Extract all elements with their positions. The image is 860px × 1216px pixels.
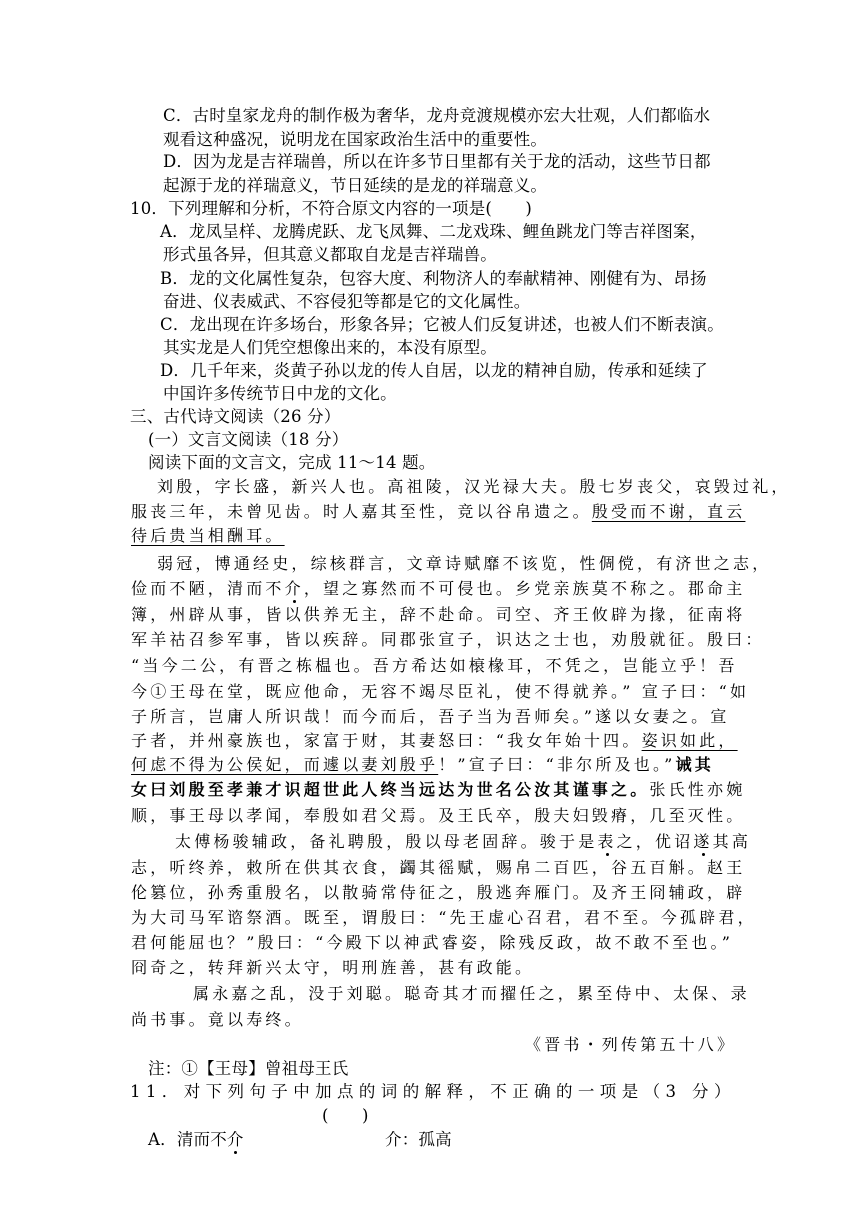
- dotted-word-biao: 表: [597, 832, 617, 851]
- passage-p3-line4: 为大司马军谘祭酒。既至，谓殷曰：“先王虚心召君，君不至。今孤辟君，: [131, 908, 757, 927]
- passage-p2-line5: “当今二公，有晋之栋榅也。吾方希达如榱椽耳，不凭之，岂能立乎！吾: [131, 656, 738, 675]
- passage-p2-line9: 何虑不得为公侯妃，而遽以妻刘殷乎！”宣子曰：“非尔所及也。”诫其: [131, 755, 714, 774]
- q10-option-c-line1: C．龙出现在许多场台，形象各异；它被人们反复讲述，也被人们不断表演。: [160, 315, 724, 334]
- underlined-sentence-1b: 待后贵当相酬耳。: [131, 526, 285, 545]
- dotted-word-jie: 介: [284, 579, 304, 598]
- passage-p3-line6: 冏奇之，转拜新兴太守，明刑旌善，甚有政能。: [131, 958, 535, 977]
- dotted-word-jie-option: 介: [226, 1130, 244, 1149]
- section-3-heading: 三、古代诗文阅读（26 分）: [130, 407, 341, 426]
- source-citation: 《晋书・列传第五十八》: [525, 1035, 737, 1054]
- passage-p2-line3: 簿，州辟从事，皆以供养无主，辞不赴命。司空、齐王攸辟为掾，征南将: [131, 605, 746, 624]
- passage-p2-line2: 俭而不陋，清而不介，望之寡然而不可侵也。乡党亲族莫不称之。郡命主: [131, 579, 746, 598]
- passage-p1-line3: [131, 524, 285, 548]
- passage-p3-line3: 伦篡位，孙秀重殷名，以散骑常侍征之，殷逃奔雁门。及齐王冏辅政，辟: [131, 883, 746, 902]
- passage-p2-line7: 子所言，岂庸人所识哉！而今而后，吾子当为吾师矣。”遂以女妻之。宣: [131, 707, 730, 726]
- passage-p1-line1: 刘殷，字长盛，新兴人也。高祖陵，汉光禄大夫。殷七岁丧父，哀毁过礼，: [157, 477, 791, 496]
- question-10: 10．下列理解和分析，不符合原文内容的一项是( ): [130, 199, 533, 218]
- q11-option-a-definition: 介：孤高: [385, 1130, 452, 1149]
- subsection-heading: (一）文言文阅读（18 分）: [148, 430, 349, 449]
- q10-option-a-line1: A．龙凤呈样、龙腾虎跃、龙飞凤舞、二龙戏珠、鲤鱼跳龙门等吉祥图案，: [160, 222, 707, 241]
- footnote: 注：①【王母】曾祖母王氏: [148, 1059, 349, 1078]
- q10-option-d-line1: D．几千年来，炎黄子孙以龙的传人自居，以龙的精神自励，传承和延续了: [160, 361, 708, 380]
- dotted-word-sui: 遂: [693, 832, 713, 851]
- passage-p2-line4: 军羊祜召参军事，皆以疾辞。同郡张宣子，识达之士也，劝殷就征。殷曰：: [131, 630, 765, 649]
- passage-p2-line1: 弱冠，博通经史，综核群言，文章诗赋靡不该览，性倜傥，有济世之志，: [157, 554, 772, 573]
- option-c-line2: 观看这种盛况，说明龙在国家政治生活中的重要性。: [163, 130, 548, 149]
- question-11-answer-blank: ( ): [322, 1106, 369, 1125]
- passage-p2-line11: 顺，事王母以孝闻，奉殷如君父焉。及王氏卒，殷夫妇毁瘠，几至灭性。: [131, 806, 746, 825]
- bold-sentence-a: 诫其: [675, 755, 714, 774]
- passage-p2-line6: 今①王母在堂，既应他命，无容不竭尽臣礼，使不得就养。” 宣子曰：“如: [131, 682, 750, 701]
- q10-option-a-line2: 形式虽各异，但其意义都取自龙是吉祥瑞兽。: [163, 245, 497, 264]
- question-11: 11．对下列句子中加点的词的解释，不正确的一项是（3 分）: [130, 1082, 736, 1101]
- q10-option-c-line2: 其实龙是人们凭空想像出来的，本没有原型。: [163, 338, 497, 357]
- q10-option-b-line1: B．龙的文化属性复杂，包容大度、利物济人的奉献精神、刚健有为、昂扬: [160, 269, 707, 288]
- q10-option-b-line2: 奋进、仪表威武、不容侵犯等都是它的文化属性。: [163, 292, 531, 311]
- underlined-sentence-2a: 姿识如此，: [641, 731, 738, 750]
- passage-p4-line1: 属永嘉之乱，没于刘聪。聪奇其才而擢任之，累至侍中、太保、录: [193, 984, 750, 1003]
- passage-p1-line2: 服丧三年，未曾见齿。时人嘉其至性，竞以谷帛遗之。殷受而不谢，直云: [131, 502, 746, 521]
- underlined-sentence-2b: 何虑不得为公侯妃，而遽以妻刘殷乎: [131, 755, 439, 774]
- option-c-line1: C．古时皇家龙舟的制作极为奢华，龙舟竞渡规模亦宏大壮观，人们都临水: [163, 106, 711, 125]
- passage-p3-line2: 志，听终养，敕所在供其衣食，蠲其徭赋，赐帛二百匹，谷五百斛。赵王: [131, 858, 746, 877]
- underlined-sentence-1a: 殷受而不谢，直云: [591, 502, 746, 521]
- reading-instructions: 阅读下面的文言文，完成 11～14 题。: [148, 453, 436, 472]
- passage-p3-line1: 太傅杨骏辅政，备礼聘殷，殷以母老固辞。骏于是表之，优诏遂其高: [175, 832, 752, 851]
- passage-p4-line2: 尚书事。竟以寿终。: [131, 1010, 304, 1029]
- passage-p2-line8: 子者，并州豪族也，家富于财，其妻怒曰：“我女年始十四。姿识如此，: [131, 731, 738, 750]
- passage-p2-line10: 女曰刘殷至孝兼才识超世此人终当远达为世名公汝其谨事之。张氏性亦婉: [131, 780, 746, 799]
- passage-p3-line5: 君何能屈也？”殷曰：“今殿下以神武睿姿，除残反政，故不敢不至也。”: [131, 933, 734, 952]
- option-d-line1: D．因为龙是吉祥瑞兽，所以在许多节日里都有关于龙的活动，这些节日都: [163, 152, 711, 171]
- q10-option-d-line2: 中国许多传统节日中龙的文化。: [163, 384, 397, 403]
- option-d-line2: 起源于龙的祥瑞意义，节日延续的是龙的祥瑞意义。: [163, 176, 548, 195]
- q11-option-a-text: A．清而不介: [148, 1130, 244, 1149]
- bold-sentence-b: 女曰刘殷至孝兼才识超世此人终当远达为世名公汝其谨事之。: [131, 780, 650, 799]
